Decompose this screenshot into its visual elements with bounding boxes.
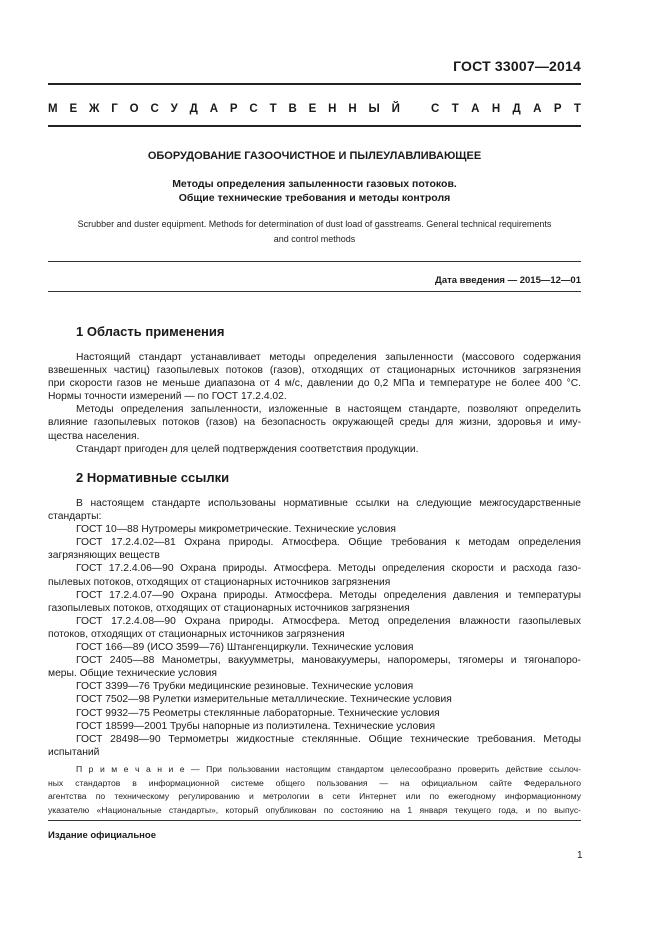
note-line: ных стандартов в информационной системе общего пользования — на официальном сайте Федерального: [48, 777, 581, 788]
kind-letter: Т: [451, 103, 459, 115]
kind-letter: М: [48, 103, 58, 115]
kind-letter: Р: [229, 103, 238, 115]
text-line: влияние газопылевых потоков (газов) на безопасность окружающей среды для жизни, здоровья и иму-: [48, 417, 581, 429]
reference-item: ГОСТ 28498—90 Термометры жидкостные стеклянные. Общие технические требования. Методы: [76, 733, 581, 745]
text-line: щества населения.: [48, 430, 140, 442]
kind-letter: О: [129, 103, 139, 115]
standard-kind: [48, 103, 581, 115]
kind-word-1: [48, 103, 400, 115]
kind-letter: А: [209, 103, 219, 115]
kind-letter: У: [170, 103, 178, 115]
kind-letter: Ы: [368, 103, 380, 115]
kind-letter: С: [431, 103, 440, 115]
kind-letter: Т: [573, 103, 581, 115]
note-line: агентства по техническому регулированию и метрологии в сети Интернет или по ежегодному информационному: [48, 791, 581, 801]
effective-date: Дата введения — 2015—12—01: [435, 275, 581, 286]
kind-letter: Т: [269, 103, 277, 115]
footer-rule: [48, 820, 581, 821]
kind-letter: В: [288, 103, 297, 115]
text-line: при скорости газов не меньше диапазона от 4 м/с, давлении до 0,2 МПа и температуре не более 400 °С.: [48, 378, 581, 390]
reference-item: ГОСТ 17.2.4.07—90 Охрана природы. Атмосфера. Методы определения давления и температуры: [76, 589, 581, 601]
reference-item: ГОСТ 3399—76 Трубки медицинские резиновые. Технические условия: [76, 681, 414, 693]
page-number: 1: [577, 850, 583, 861]
reference-item: ГОСТ 17.2.4.06—90 Охрана природы. Атмосфера. Методы определения скорости и расхода газо-: [76, 563, 581, 575]
kind-word-2: [431, 103, 581, 115]
reference-item: ГОСТ 166—89 (ИСО 3599—76) Штангенциркули. Технические условия: [76, 642, 414, 654]
text-line: газопылевых потоков, отходящих от стационарных источников загрязнения: [48, 602, 410, 614]
document-title: ОБОРУДОВАНИЕ ГАЗООЧИСТНОЕ И ПЫЛЕУЛАВЛИВАЮЩЕЕ: [147, 150, 482, 162]
text-line: Настоящий стандарт устанавливает методы определения запыленности (массового содержания: [76, 352, 581, 363]
kind-letter: Н: [348, 103, 357, 115]
subtitle-line-2: Общие технические требования и методы контроля: [178, 192, 451, 204]
section-1-heading: 1 Область применения: [76, 324, 225, 339]
title-rule: [48, 261, 581, 262]
text-line: меры. Общие технические условия: [48, 668, 217, 680]
kind-letter: Й: [391, 103, 400, 115]
english-title-line-1: Scrubber and duster equipment. Methods for determination of dust load of gasstreams. General technical requirements: [77, 219, 552, 229]
text-line: В настоящем стандарте использованы нормативные ссылки на следующие межгосударственные: [76, 498, 581, 509]
note-line: П р и м е ч а н и е — При пользовании настоящим стандартом целесообразно проверить действие ссылоч-: [76, 764, 581, 774]
kind-letter: Н: [491, 103, 501, 115]
text-line: потоков, отходящих от стационарных источников загрязнения: [48, 628, 345, 640]
kind-letter: Ж: [88, 103, 100, 115]
text-line: взвешенных частиц) газопылевых потоков (газов), отходящих от стационарных источников загрязнения: [48, 365, 581, 377]
reference-item: ГОСТ 17.2.4.02—81 Охрана природы. Атмосфера. Общие требования к методам определения: [76, 537, 581, 549]
date-rule: [48, 291, 581, 292]
text-line: пылевых потоков, отходящих от стационарных источников загрязнения: [48, 576, 391, 588]
reference-item: ГОСТ 9932—75 Реометры стеклянные лабораторные. Технические условия: [76, 707, 440, 719]
reference-item: ГОСТ 2405—88 Манометры, вакуумметры, мановакуумеры, напоромеры, тягомеры и тягонапоро-: [76, 655, 581, 667]
kind-rule: [48, 125, 581, 127]
note-line: указателю «Национальные стандарты», который опубликован по состоянию на 1 января текущего года, и по выпус-: [48, 804, 581, 815]
kind-letter: Р: [553, 103, 562, 115]
text-line: Нормы точности измерений — по ГОСТ 17.2.4.02.: [48, 391, 287, 403]
text-line: загрязняющих веществ: [48, 550, 160, 562]
document-id: ГОСТ 33007—2014: [453, 58, 581, 74]
reference-item: ГОСТ 18599—2001 Трубы напорные из полиэтилена. Технические условия: [76, 720, 436, 732]
english-title-line-2: and control methods: [273, 234, 356, 244]
text-line: Методы определения запыленности, изложенные в настоящем стандарте, позволяют определить: [76, 404, 581, 416]
text-line: стандарты:: [48, 511, 102, 523]
section-1-body: [48, 351, 581, 456]
kind-letter: Г: [111, 103, 118, 115]
section-2-body: [48, 497, 581, 759]
kind-letter: С: [150, 103, 159, 115]
kind-letter: А: [471, 103, 480, 115]
kind-letter: Д: [512, 103, 521, 115]
kind-letter: Е: [69, 103, 78, 115]
kind-letter: Д: [189, 103, 198, 115]
reference-item: ГОСТ 17.2.4.08—90 Охрана природы. Атмосфера. Метод определения влажности газопылевых: [76, 615, 581, 627]
text-line: Стандарт пригоден для целей подтверждения соответствия продукции.: [76, 443, 419, 455]
kind-letter: С: [249, 103, 258, 115]
reference-item: ГОСТ 10—88 Нутромеры микрометрические. Технические условия: [76, 524, 396, 536]
note-block: [48, 763, 581, 817]
kind-letter: Н: [328, 103, 337, 115]
reference-item: ГОСТ 7502—98 Рулетки измерительные металлические. Технические условия: [76, 694, 452, 706]
section-2-heading: 2 Нормативные ссылки: [76, 470, 230, 485]
text-line: испытаний: [48, 746, 100, 758]
kind-letter: Е: [308, 103, 317, 115]
edition-label: Издание официальное: [48, 830, 156, 841]
header-rule: [48, 83, 581, 85]
kind-letter: А: [533, 103, 542, 115]
subtitle-line-1: Методы определения запыленности газовых потоков.: [172, 178, 457, 190]
